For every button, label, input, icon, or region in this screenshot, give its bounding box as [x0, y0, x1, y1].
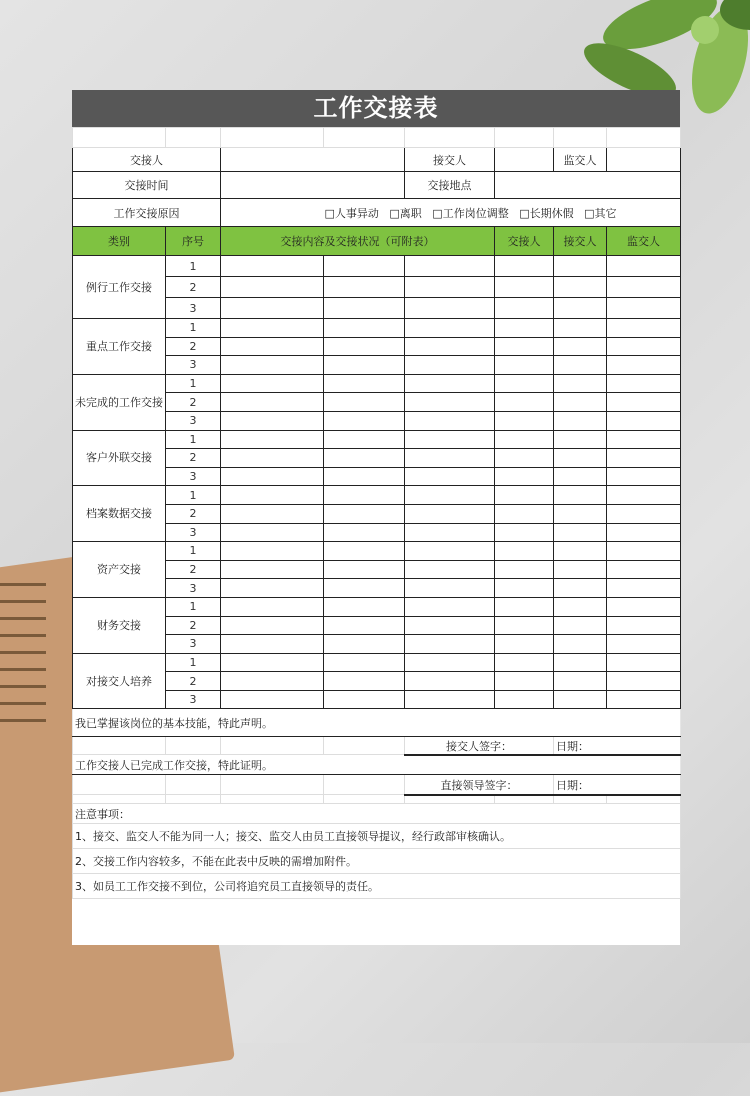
handover-person-label: 交接人 — [73, 148, 221, 172]
content-cell[interactable] — [405, 449, 495, 468]
receiver-cell[interactable] — [554, 393, 607, 412]
receiver-cell[interactable] — [554, 374, 607, 393]
header-category: 类别 — [73, 227, 166, 256]
content-cell[interactable] — [324, 298, 405, 319]
seq-cell: 3 — [166, 411, 221, 430]
receiver-label: 接交人 — [405, 148, 495, 172]
supervisor-cell[interactable] — [607, 356, 681, 375]
content-cell[interactable] — [221, 504, 324, 523]
handover-person-cell[interactable] — [495, 523, 554, 542]
seq-cell: 3 — [166, 523, 221, 542]
content-cell[interactable] — [221, 430, 324, 449]
content-cell[interactable] — [221, 635, 324, 654]
handover-person-cell[interactable] — [495, 277, 554, 298]
note-item: 1、接交、监交人不能为同一人；接交、监交人由员工直接领导提议，经行政部审核确认。 — [73, 824, 681, 849]
supervisor-cell[interactable] — [607, 393, 681, 412]
content-cell[interactable] — [405, 430, 495, 449]
supervisor-label: 监交人 — [554, 148, 607, 172]
seq-cell: 1 — [166, 256, 221, 277]
content-cell[interactable] — [405, 298, 495, 319]
content-cell[interactable] — [221, 411, 324, 430]
content-cell[interactable] — [405, 256, 495, 277]
content-cell[interactable] — [405, 337, 495, 356]
handover-person-cell[interactable] — [495, 635, 554, 654]
table-row — [73, 430, 681, 449]
content-cell[interactable] — [221, 256, 324, 277]
handover-person-cell[interactable] — [495, 653, 554, 672]
supervisor-cell[interactable] — [607, 430, 681, 449]
seq-cell: 1 — [166, 374, 221, 393]
reason-options — [221, 199, 681, 227]
seq-cell: 3 — [166, 356, 221, 375]
content-cell[interactable] — [324, 393, 405, 412]
seq-cell: 1 — [166, 653, 221, 672]
category-cell: 对接交人培养 — [73, 653, 166, 709]
date-label-2: 日期： — [554, 775, 681, 795]
content-cell[interactable] — [324, 467, 405, 486]
content-cell[interactable] — [221, 542, 324, 561]
handover-person-cell[interactable] — [495, 504, 554, 523]
category-cell: 未完成的工作交接 — [73, 374, 166, 430]
table-row — [73, 374, 681, 393]
receiver-cell[interactable] — [554, 616, 607, 635]
handover-person-cell[interactable] — [495, 256, 554, 277]
content-cell[interactable] — [221, 393, 324, 412]
content-cell[interactable] — [324, 635, 405, 654]
content-cell[interactable] — [324, 560, 405, 579]
content-cell[interactable] — [324, 449, 405, 468]
seq-cell: 2 — [166, 449, 221, 468]
receiver-cell[interactable] — [554, 653, 607, 672]
handover-person-field[interactable] — [221, 148, 405, 172]
supervisor-cell[interactable] — [607, 486, 681, 505]
supervisor-field[interactable] — [607, 148, 681, 172]
handover-person-cell[interactable] — [495, 430, 554, 449]
seq-cell: 3 — [166, 579, 221, 598]
content-cell[interactable] — [324, 504, 405, 523]
handover-place-label: 交接地点 — [405, 172, 495, 199]
handover-form — [72, 90, 680, 945]
handover-person-cell[interactable] — [495, 672, 554, 691]
content-cell[interactable] — [221, 579, 324, 598]
content-cell[interactable] — [405, 467, 495, 486]
content-cell[interactable] — [405, 523, 495, 542]
supervisor-cell[interactable] — [607, 319, 681, 338]
category-cell: 财务交接 — [73, 597, 166, 653]
content-cell[interactable] — [324, 411, 405, 430]
seq-cell: 2 — [166, 277, 221, 298]
leader-signature-label: 直接领导签字： — [405, 775, 554, 795]
receiver-cell[interactable] — [554, 579, 607, 598]
table-row — [73, 653, 681, 672]
receiver-cell[interactable] — [554, 256, 607, 277]
seq-cell: 1 — [166, 542, 221, 561]
content-cell[interactable] — [324, 653, 405, 672]
receiver-cell[interactable] — [554, 690, 607, 709]
receiver-field[interactable] — [495, 148, 554, 172]
header-seq: 序号 — [166, 227, 221, 256]
receiver-cell[interactable] — [554, 523, 607, 542]
content-cell[interactable] — [324, 523, 405, 542]
content-cell[interactable] — [221, 486, 324, 505]
statement-2: 工作交接人已完成工作交接，特此证明。 — [73, 755, 681, 775]
content-cell[interactable] — [221, 672, 324, 691]
content-cell[interactable] — [405, 504, 495, 523]
receiver-cell[interactable] — [554, 467, 607, 486]
supervisor-cell[interactable] — [607, 411, 681, 430]
handover-person-cell[interactable] — [495, 393, 554, 412]
content-cell[interactable] — [324, 256, 405, 277]
receiver-signature-label: 接交人签字： — [405, 737, 554, 755]
handover-place-field[interactable] — [495, 172, 681, 199]
seq-cell: 3 — [166, 467, 221, 486]
supervisor-cell[interactable] — [607, 256, 681, 277]
content-cell[interactable] — [405, 579, 495, 598]
supervisor-cell[interactable] — [607, 542, 681, 561]
content-cell[interactable] — [221, 337, 324, 356]
content-cell[interactable] — [221, 298, 324, 319]
receiver-cell[interactable] — [554, 672, 607, 691]
handover-person-cell[interactable] — [495, 616, 554, 635]
receiver-cell[interactable] — [554, 597, 607, 616]
seq-cell: 3 — [166, 298, 221, 319]
content-cell[interactable] — [221, 523, 324, 542]
seq-cell: 2 — [166, 672, 221, 691]
content-cell[interactable] — [405, 560, 495, 579]
content-cell[interactable] — [324, 374, 405, 393]
table-row — [73, 597, 681, 616]
supervisor-cell[interactable] — [607, 579, 681, 598]
content-cell[interactable] — [324, 597, 405, 616]
seq-cell: 1 — [166, 597, 221, 616]
supervisor-cell[interactable] — [607, 597, 681, 616]
content-cell[interactable] — [324, 486, 405, 505]
content-cell[interactable] — [405, 356, 495, 375]
supervisor-cell[interactable] — [607, 523, 681, 542]
content-cell[interactable] — [324, 337, 405, 356]
receiver-cell[interactable] — [554, 430, 607, 449]
content-cell[interactable] — [221, 690, 324, 709]
table-row — [73, 319, 681, 338]
handover-person-cell[interactable] — [495, 449, 554, 468]
content-cell[interactable] — [405, 319, 495, 338]
content-cell[interactable] — [405, 672, 495, 691]
statement-1: 我已掌握该岗位的基本技能，特此声明。 — [73, 709, 681, 737]
content-cell[interactable] — [324, 672, 405, 691]
content-cell[interactable] — [324, 356, 405, 375]
seq-cell: 3 — [166, 635, 221, 654]
seq-cell: 1 — [166, 430, 221, 449]
supervisor-cell[interactable] — [607, 298, 681, 319]
reason-option[interactable]: □离职 — [389, 206, 422, 220]
content-cell[interactable] — [324, 616, 405, 635]
handover-person-cell[interactable] — [495, 542, 554, 561]
handover-person-cell[interactable] — [495, 411, 554, 430]
content-cell[interactable] — [324, 690, 405, 709]
category-cell: 资产交接 — [73, 542, 166, 598]
content-cell[interactable] — [405, 411, 495, 430]
category-cell: 例行工作交接 — [73, 256, 166, 319]
content-cell[interactable] — [405, 277, 495, 298]
content-cell[interactable] — [324, 579, 405, 598]
handover-time-label: 交接时间 — [73, 172, 221, 199]
content-cell[interactable] — [221, 449, 324, 468]
handover-person-cell[interactable] — [495, 298, 554, 319]
table-row — [73, 486, 681, 505]
handover-person-cell[interactable] — [495, 560, 554, 579]
handover-person-cell[interactable] — [495, 486, 554, 505]
handover-person-cell[interactable] — [495, 356, 554, 375]
reason-option[interactable]: □工作岗位调整 — [432, 206, 509, 220]
form-title: 工作交接表 — [72, 90, 680, 127]
supervisor-cell[interactable] — [607, 653, 681, 672]
supervisor-cell[interactable] — [607, 635, 681, 654]
content-cell[interactable] — [405, 393, 495, 412]
receiver-cell[interactable] — [554, 411, 607, 430]
content-cell[interactable] — [221, 319, 324, 338]
header-supervisor: 监交人 — [607, 227, 681, 256]
supervisor-cell[interactable] — [607, 504, 681, 523]
receiver-cell[interactable] — [554, 560, 607, 579]
category-cell: 重点工作交接 — [73, 319, 166, 375]
seq-cell: 2 — [166, 393, 221, 412]
seq-cell: 2 — [166, 504, 221, 523]
content-cell[interactable] — [405, 597, 495, 616]
seq-cell: 3 — [166, 690, 221, 709]
form-table — [72, 127, 681, 899]
handover-person-cell[interactable] — [495, 597, 554, 616]
supervisor-cell[interactable] — [607, 560, 681, 579]
seq-cell: 2 — [166, 337, 221, 356]
supervisor-cell[interactable] — [607, 277, 681, 298]
reason-label: 工作交接原因 — [73, 199, 221, 227]
supervisor-cell[interactable] — [607, 672, 681, 691]
content-cell[interactable] — [221, 277, 324, 298]
content-cell[interactable] — [324, 277, 405, 298]
receiver-cell[interactable] — [554, 298, 607, 319]
content-cell[interactable] — [324, 319, 405, 338]
receiver-cell[interactable] — [554, 356, 607, 375]
handover-person-cell[interactable] — [495, 579, 554, 598]
receiver-cell[interactable] — [554, 277, 607, 298]
category-cell: 档案数据交接 — [73, 486, 166, 542]
reason-option[interactable]: □长期休假 — [519, 206, 574, 220]
content-cell[interactable] — [221, 616, 324, 635]
table-row — [73, 542, 681, 561]
supervisor-cell[interactable] — [607, 616, 681, 635]
content-cell[interactable] — [405, 486, 495, 505]
date-label-1: 日期： — [554, 737, 681, 755]
receiver-cell[interactable] — [554, 542, 607, 561]
receiver-cell[interactable] — [554, 319, 607, 338]
receiver-cell[interactable] — [554, 504, 607, 523]
seq-cell: 2 — [166, 560, 221, 579]
handover-person-cell[interactable] — [495, 319, 554, 338]
content-cell[interactable] — [221, 653, 324, 672]
category-cell: 客户外联交接 — [73, 430, 166, 486]
content-cell[interactable] — [324, 430, 405, 449]
content-cell[interactable] — [405, 690, 495, 709]
content-cell[interactable] — [221, 597, 324, 616]
handover-time-field[interactable] — [221, 172, 405, 199]
handover-person-cell[interactable] — [495, 690, 554, 709]
handover-person-cell[interactable] — [495, 374, 554, 393]
supervisor-cell[interactable] — [607, 374, 681, 393]
reason-option[interactable]: □其它 — [584, 206, 617, 220]
handover-person-cell[interactable] — [495, 467, 554, 486]
note-item: 3、如员工工作交接不到位，公司将追究员工直接领导的责任。 — [73, 874, 681, 899]
header-content: 交接内容及交接状况（可附表） — [221, 227, 495, 256]
supervisor-cell[interactable] — [607, 467, 681, 486]
content-cell[interactable] — [405, 653, 495, 672]
content-cell[interactable] — [221, 356, 324, 375]
note-item: 2、交接工作内容较多，不能在此表中反映的需增加附件。 — [73, 849, 681, 874]
seq-cell: 1 — [166, 486, 221, 505]
content-cell[interactable] — [405, 374, 495, 393]
handover-person-cell[interactable] — [495, 337, 554, 356]
notes-title: 注意事项： — [73, 804, 681, 824]
content-cell[interactable] — [405, 542, 495, 561]
table-row — [73, 256, 681, 277]
content-cell[interactable] — [221, 467, 324, 486]
supervisor-cell[interactable] — [607, 449, 681, 468]
content-cell[interactable] — [221, 374, 324, 393]
supervisor-cell[interactable] — [607, 337, 681, 356]
seq-cell: 2 — [166, 616, 221, 635]
receiver-cell[interactable] — [554, 449, 607, 468]
header-handover-person: 交接人 — [495, 227, 554, 256]
content-cell[interactable] — [324, 542, 405, 561]
receiver-cell[interactable] — [554, 337, 607, 356]
receiver-cell[interactable] — [554, 486, 607, 505]
content-cell[interactable] — [405, 616, 495, 635]
content-cell[interactable] — [221, 560, 324, 579]
notebook-spiral — [0, 575, 46, 725]
reason-option[interactable]: □人事异动 — [324, 206, 379, 220]
content-cell[interactable] — [405, 635, 495, 654]
supervisor-cell[interactable] — [607, 690, 681, 709]
seq-cell: 1 — [166, 319, 221, 338]
receiver-cell[interactable] — [554, 635, 607, 654]
header-receiver: 接交人 — [554, 227, 607, 256]
